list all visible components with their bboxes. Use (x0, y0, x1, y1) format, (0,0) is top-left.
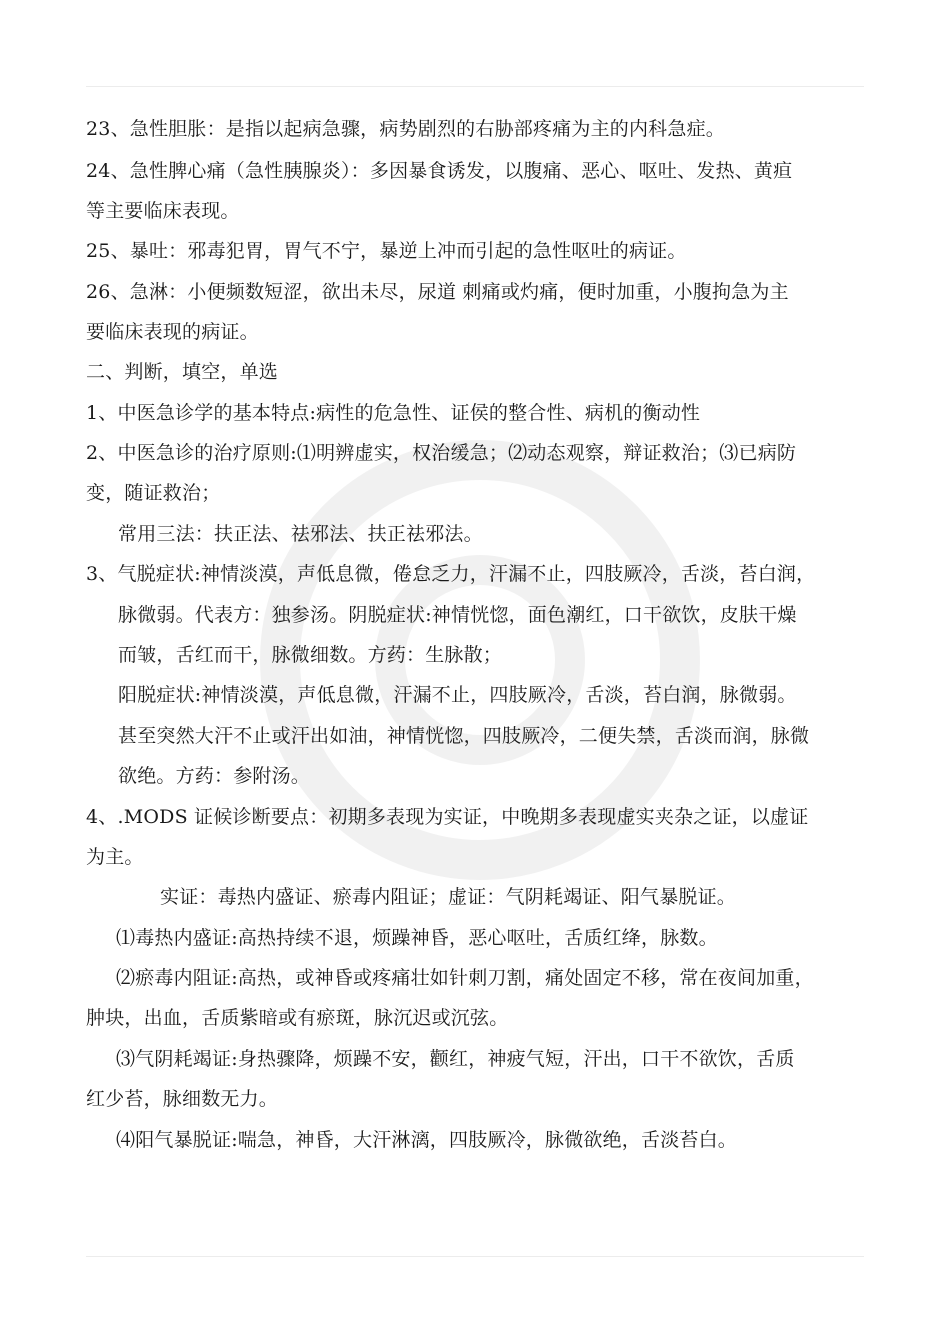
text-line: 变，随证救治； (86, 482, 221, 504)
text-line: ⑶气阴耗竭证:身热骤降，烦躁不安，颧红，神疲气短，汗出，口干不欲饮，舌质 (116, 1048, 795, 1070)
text-line: 肿块，出血，舌质紫暗或有瘀斑，脉沉迟或沉弦。 (86, 1007, 509, 1029)
text-line: 3、气脱症状:神情淡漠，声低息微，倦怠乏力，汗漏不止，四肢厥冷，舌淡，苔白润， (86, 563, 816, 585)
text-line: 4、.MODS 证候诊断要点：初期多表现为实证，中晚期多表现虚实夹杂之证，以虚证 (86, 806, 809, 828)
text-line: ⑷阳气暴脱证:喘急，神昏，大汗淋漓，四肢厥冷，脉微欲绝，舌淡苔白。 (116, 1129, 738, 1151)
text-line: 甚至突然大汗不止或汗出如油，神情恍惚，四肢厥冷，二便失禁，舌淡而润，脉微 (118, 725, 810, 747)
text-line: 阳脱症状:神情淡漠，声低息微，汗漏不止，四肢厥冷，舌淡，苔白润，脉微弱。 (118, 684, 797, 706)
text-line: 常用三法：扶正法、祛邪法、扶正祛邪法。 (118, 523, 483, 545)
page-top-rule (86, 86, 864, 87)
text-line: ⑵瘀毒内阻证:高热，或神昏或疼痛壮如针刺刀割，痛处固定不移，常在夜间加重， (116, 967, 814, 989)
text-line: 为主。 (86, 846, 144, 868)
text-line: ⑴毒热内盛证:高热持续不退，烦躁神昏，恶心呕吐，舌质红绛，脉数。 (116, 927, 718, 949)
text-line: 25、暴吐：邪毒犯胃，胃气不宁，暴逆上冲而引起的急性呕吐的病证。 (86, 240, 687, 262)
text-line: 红少苔，脉细数无力。 (86, 1088, 279, 1110)
page-bottom-rule (86, 1256, 864, 1257)
text-line: 23、急性胆胀：是指以起病急骤，病势剧烈的右胁部疼痛为主的内科急症。 (86, 118, 725, 140)
text-line: 欲绝。方药：参附汤。 (118, 765, 311, 787)
text-line: 26、急淋：小便频数短涩，欲出未尽，尿道 刺痛或灼痛，便时加重，小腹拘急为主 (86, 281, 789, 303)
text-line: 脉微弱。代表方：独参汤。阴脱症状:神情恍惚，面色潮红，口干欲饮，皮肤干燥 (118, 604, 797, 626)
text-line: 2、中医急诊的治疗原则:⑴明辨虚实，权治缓急；⑵动态观察，辩证救治；⑶已病防 (86, 442, 797, 464)
text-line: 要临床表现的病证。 (86, 321, 259, 343)
text-line: 1、中医急诊学的基本特点:病性的危急性、证侯的整合性、病机的衡动性 (86, 402, 701, 424)
text-line: 而皱，舌红而干，脉微细数。方药：生脉散； (118, 644, 503, 666)
text-line: 24、急性脾心痛（急性胰腺炎）：多因暴食诱发，以腹痛、恶心、呕吐、发热、黄疸 (86, 160, 793, 182)
section-heading: 二、判断，填空，单选 (86, 361, 279, 383)
text-line: 实证：毒热内盛证、瘀毒内阻证；虚证：气阴耗竭证、阳气暴脱证。 (160, 886, 737, 908)
text-line: 等主要临床表现。 (86, 200, 240, 222)
